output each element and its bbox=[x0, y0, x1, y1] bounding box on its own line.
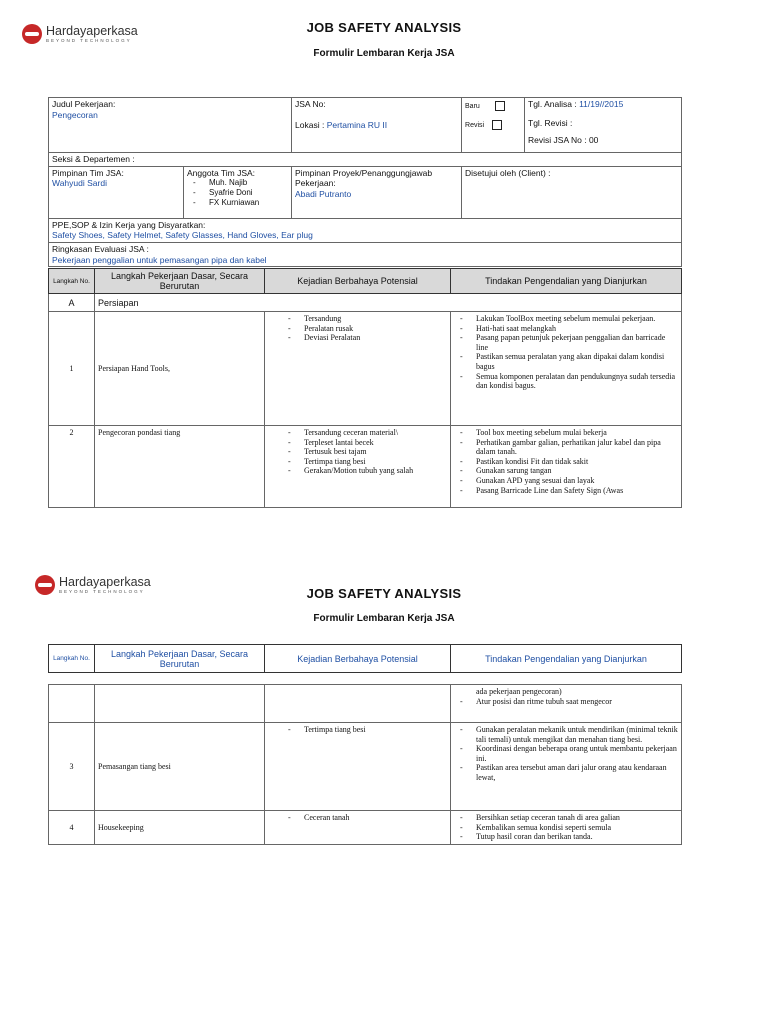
col-header-langkah-no: Langkah No. bbox=[49, 645, 95, 673]
ppe-label: PPE,SOP & Izin Kerja yang Disyaratkan: bbox=[52, 219, 206, 230]
col-header-tindakan: Tindakan Pengendalian yang Dianjurkan bbox=[451, 269, 682, 294]
seksi-cell: Seksi & Departemen : bbox=[49, 153, 682, 167]
col-header-langkah: Langkah Pekerjaan Dasar, Secara Berurutan bbox=[95, 645, 265, 673]
control-item: - Gunakan APD yang sesuai dan layak bbox=[454, 476, 678, 486]
revisi-checkbox[interactable] bbox=[492, 120, 502, 130]
pimpinan-value: Wahyudi Sardi bbox=[52, 178, 107, 189]
table-row bbox=[49, 723, 682, 811]
page-2 bbox=[0, 560, 768, 1024]
ringkasan-label: Ringkasan Evaluasi JSA : bbox=[52, 243, 149, 254]
control-item: - Pasang Barricade Line dan Safety Sign (Awas bbox=[454, 486, 678, 496]
dates-cell bbox=[525, 98, 682, 153]
proyek-label: Pimpinan Proyek/Penanggungjawab Pekerjaan: bbox=[295, 167, 433, 189]
logo-name: Hardayaperkasa bbox=[59, 574, 151, 589]
pimpinan-cell bbox=[49, 166, 184, 218]
control-item: - Pasang papan petunjuk pekerjaan penggalian dan barricade line bbox=[454, 333, 678, 352]
hazard-item: - Peralatan rusak bbox=[282, 324, 447, 334]
control-item: - Tool box meeting sebelum mulai bekerja bbox=[454, 428, 678, 438]
judul-cell bbox=[49, 98, 292, 153]
col-header-langkah-no: Langkah No. bbox=[49, 269, 95, 294]
hazard-list bbox=[265, 426, 451, 508]
table-row bbox=[49, 811, 682, 845]
hazard-item: - Deviasi Peralatan bbox=[282, 333, 447, 343]
control-continuation: ada pekerjaan pengecoran) bbox=[476, 687, 562, 696]
step-desc: Pemasangan tiang besi bbox=[95, 723, 265, 811]
jsa-no-cell bbox=[292, 98, 462, 153]
step-no: 4 bbox=[49, 811, 95, 845]
col-header-langkah: Langkah Pekerjaan Dasar, Secara Berurutan bbox=[95, 269, 265, 294]
col-header-tindakan: Tindakan Pengendalian yang Dianjurkan bbox=[451, 645, 682, 673]
control-item: - Koordinasi dengan beberapa orang untuk membantu pekerjaan ini. bbox=[454, 744, 678, 763]
step-no: 2 bbox=[49, 426, 95, 508]
proyek-cell bbox=[292, 166, 462, 218]
col-header-kejadian: Kejadian Berbahaya Potensial bbox=[265, 645, 451, 673]
anggota-item: - FX Kurniawan bbox=[187, 198, 288, 208]
ppe-cell bbox=[49, 218, 682, 242]
hazard-item: - Tertimpa tiang besi bbox=[282, 457, 447, 467]
hazard-item: - Gerakan/Motion tubuh yang salah bbox=[282, 466, 447, 476]
anggota-cell bbox=[184, 166, 292, 218]
revisi-jsa-no: Revisi JSA No : 00 bbox=[528, 135, 599, 146]
control-list bbox=[451, 685, 682, 723]
hazard-list bbox=[265, 312, 451, 426]
hazard-item: - Tertimpa tiang besi bbox=[282, 725, 447, 735]
anggota-item: - Muh. Najib bbox=[187, 178, 288, 188]
tgl-analisa-value: 11/19//2015 bbox=[579, 99, 624, 109]
revisi-label: Revisi bbox=[465, 121, 485, 129]
pimpinan-label: Pimpinan Tim JSA: bbox=[52, 167, 124, 178]
control-item: - Hati-hati saat melangkah bbox=[454, 324, 678, 334]
judul-value: Pengecoran bbox=[52, 109, 98, 120]
tgl-analisa-label: Tgl. Analisa : bbox=[528, 99, 577, 109]
anggota-item: - Syafrie Doni bbox=[187, 188, 288, 198]
control-item: - Lakukan ToolBox meeting sebelum memulai pekerjaan. bbox=[454, 314, 678, 324]
hazard-item: - Tersandung ceceran material\ bbox=[282, 428, 447, 438]
document-title: JOB SAFETY ANALYSIS bbox=[306, 20, 462, 35]
status-cell bbox=[462, 98, 525, 153]
section-name: Persiapan bbox=[95, 294, 682, 312]
table-row bbox=[49, 685, 682, 723]
control-list bbox=[451, 426, 682, 508]
hazard-list bbox=[265, 811, 451, 845]
document-subtitle: Formulir Lembaran Kerja JSA bbox=[313, 613, 455, 624]
table-row bbox=[49, 312, 682, 426]
step-desc: Persiapan Hand Tools, bbox=[95, 312, 265, 426]
control-list bbox=[451, 312, 682, 426]
control-item: - Atur posisi dan ritme tubuh saat mengecor bbox=[454, 697, 678, 707]
logo-tagline: BEYOND TECHNOLOGY bbox=[46, 38, 132, 43]
section-letter: A bbox=[49, 294, 95, 312]
col-header-kejadian: Kejadian Berbahaya Potensial bbox=[265, 269, 451, 294]
control-list bbox=[451, 811, 682, 845]
control-item: - Pastikan semua peralatan yang akan dipakai dalam kondisi bagus bbox=[454, 352, 678, 371]
control-item: - Perhatikan gambar galian, perhatikan jalur kabel dan pipa dalam tanah. bbox=[454, 438, 678, 457]
hazard-item: - Terpleset lantai becek bbox=[282, 438, 447, 448]
control-item: - Tutup hasil coran dan berikan tanda. bbox=[454, 832, 678, 842]
ringkasan-cell bbox=[49, 242, 682, 266]
judul-label: Judul Pekerjaan: bbox=[52, 99, 116, 109]
disetujui-cell: Disetujui oleh (Client) : bbox=[462, 166, 682, 218]
jsa-no-label: JSA No: bbox=[295, 99, 326, 109]
control-item: - Semua komponen peralatan dan pendukungnya sudah tersedia dan kondisi bagus. bbox=[454, 372, 678, 391]
control-list bbox=[451, 723, 682, 811]
tgl-revisi-label: Tgl. Revisi : bbox=[528, 117, 573, 128]
control-item: - Bersihkan setiap ceceran tanah di area galian bbox=[454, 813, 678, 823]
hazard-list bbox=[265, 723, 451, 811]
step-no: 3 bbox=[49, 723, 95, 811]
control-item: - Gunakan sarung tangan bbox=[454, 466, 678, 476]
proyek-value: Abadi Putranto bbox=[295, 188, 352, 199]
hazard-item: - Tertusuk besi tajam bbox=[282, 447, 447, 457]
step-no: 1 bbox=[49, 312, 95, 426]
control-item: - Kembalikan semua kondisi seperti semula bbox=[454, 823, 678, 833]
logo-tagline: BEYOND TECHNOLOGY bbox=[59, 589, 145, 594]
step-desc: Housekeeping bbox=[95, 811, 265, 845]
jsa-steps-table bbox=[48, 268, 682, 508]
lokasi-value: Pertamina RU II bbox=[326, 119, 388, 130]
document-title: JOB SAFETY ANALYSIS bbox=[306, 586, 462, 601]
baru-label: Baru bbox=[465, 102, 480, 110]
jsa-steps-header-table bbox=[48, 644, 682, 673]
ppe-value: Safety Shoes, Safety Helmet, Safety Glasses, Hand Gloves, Ear plug bbox=[52, 230, 313, 241]
hazard-item: - Tersandung bbox=[282, 314, 447, 324]
control-item: - Pastikan kondisi Fit dan tidak sakit bbox=[454, 457, 678, 467]
table-row bbox=[49, 426, 682, 508]
document-subtitle: Formulir Lembaran Kerja JSA bbox=[313, 48, 455, 59]
jsa-info-table bbox=[48, 97, 682, 267]
hazard-item: - Ceceran tanah bbox=[282, 813, 447, 823]
control-item: - Gunakan peralatan mekanik untuk mendirikan (minimal teknik tali temali) untuk mengikat dan menahan tiang besi. bbox=[454, 725, 678, 744]
lokasi-label: Lokasi : bbox=[295, 119, 325, 130]
step-desc: Pengecoran pondasi tiang bbox=[95, 426, 265, 508]
anggota-label: Anggota Tim JSA: bbox=[187, 167, 256, 178]
jsa-steps-table-continued bbox=[48, 684, 682, 845]
logo-name: Hardayaperkasa bbox=[46, 23, 138, 38]
ringkasan-value: Pekerjaan penggalian untuk pemasangan pipa dan kabel bbox=[52, 254, 267, 265]
control-item: - Pastikan area tersebut aman dari jalur orang atau kendaraan lewat, bbox=[454, 763, 678, 782]
baru-checkbox[interactable] bbox=[495, 101, 505, 111]
